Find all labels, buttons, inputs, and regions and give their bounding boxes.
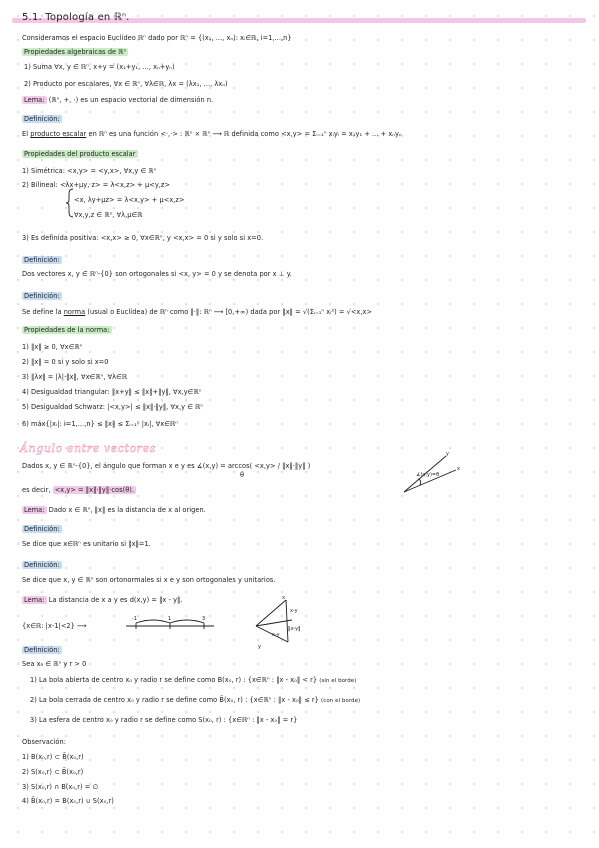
lema-text: Dado x ∈ ℝⁿ, ‖x‖ es la distancia de x al origen. <box>48 506 206 514</box>
def-text: Se define la <box>22 308 62 316</box>
ps-item: <x, λy+μz> = λ<x,y> + μ<x,z> <box>74 196 185 204</box>
obs-item: 4) B̄(x₀,r) = B(x₀,r) ∪ S(x₀,r) <box>22 797 114 805</box>
ps-item: 3) Es definida positiva: <x,x> ≥ 0, ∀x∈ℝⁿ, y <x,x> = 0 si y solo si x=0. <box>22 234 264 242</box>
distance-fig-label: ‖x-y‖ <box>288 626 301 632</box>
def-term-producto-escalar: producto escalar <box>30 130 87 138</box>
angle-fig-label: ∡(x,y)=θ <box>416 472 440 478</box>
distance-fig-label: y <box>258 644 261 650</box>
def-text: Se dice que x∈ℝⁿ es unitario si ‖x‖=1. <box>22 540 151 548</box>
angle-text: es decir, <box>22 486 51 494</box>
bilinear-brace <box>66 188 74 218</box>
norm-item: 5) Desigualdad Schwarz: |<x,y>| ≤ ‖x‖·‖y‖, ∀x,y ∈ ℝⁿ <box>22 403 204 411</box>
obs-item: 3) S(x₀,r) ∩ B(x₀,r) = ∅ <box>22 783 99 791</box>
lema-text: La distancia de x a y es d(x,y) = ‖x - y‖. <box>48 596 183 604</box>
def-label: Definición: <box>24 115 60 123</box>
distance-fig-label: x <box>282 595 285 601</box>
angle-text: Dados x, y ∈ ℝⁿ-{0}, el ángulo que forman x e y es ∡(x,y) = arccos( <x,y> / ‖x‖·‖y‖ ) <box>22 462 311 470</box>
def-text: en ℝⁿ es una función <·,·> : ℝⁿ × ℝⁿ ⟶ ℝ definida como <x,y> = Σᵢ₌₁ⁿ xᵢyᵢ = x₁y₁ + ... + xₙyₙ <box>88 130 402 138</box>
def-label: Definición: <box>24 525 60 533</box>
def-text: El <box>22 130 29 138</box>
angle-figure <box>400 452 460 496</box>
angle-heading: Ángulo entre vectores <box>20 442 157 455</box>
lema-label: Lema: <box>24 596 45 604</box>
norm-item: 6) máx{|xᵢ|: i=1,...,n} ≤ ‖x‖ ≤ Σᵢ₌₁ⁿ |xᵢ|, ∀x∈ℝⁿ <box>22 420 178 428</box>
norm-item: 2) ‖x‖ = 0 si y solo si x=0 <box>22 358 109 366</box>
alg-item: 1) Suma ∀x, y ∈ ℝⁿ, x+y = (x₁+y₁, ..., xₙ+yₙ) <box>24 63 175 71</box>
ball-note: (con el borde) <box>321 698 361 704</box>
ps-item: ∀x,y,z ∈ ℝⁿ, ∀λ,μ∈ℝ <box>74 211 143 219</box>
interval-tick: 3 <box>202 616 206 622</box>
def-text: (usual o Euclídea) de ℝⁿ como ‖·‖: ℝⁿ ⟶ [0,+∞) dada por ‖x‖ = √(Σᵢ₌₁ⁿ xᵢ²) = √<x,x> <box>87 308 373 316</box>
angle-theta: θ <box>240 471 245 479</box>
norm-item: 3) ‖λx‖ = |λ|·‖x‖, ∀x∈ℝⁿ, ∀λ∈ℝ <box>22 373 128 381</box>
interval-figure <box>124 612 216 634</box>
def-label: Definición: <box>24 256 60 264</box>
norm-item: 4) Desigualdad triangular: ‖x+y‖ ≤ ‖x‖+‖y‖, ∀x,y∈ℝⁿ <box>22 388 202 396</box>
norm-item: 1) ‖x‖ ≥ 0, ∀x∈ℝⁿ <box>22 343 83 351</box>
norm-heading: Propiedades de la norma: <box>24 326 110 334</box>
angle-formula: <x,y> = ‖x‖·‖y‖·cos(θ). <box>54 486 135 494</box>
obs-label: Observación: <box>22 738 67 746</box>
ps-item: 2) Bilineal: <λx+μy, z> = λ<x,z> + μ<y,z> <box>22 181 171 189</box>
obs-item: 1) B(x₀,r) ⊂ B̄(x₀,r) <box>22 753 84 761</box>
ball-item: 1) La bola abierta de centro x₀ y radio r se define como B(x₀, r) : {x∈ℝⁿ : ‖x - x₀‖ < r} <box>30 676 318 684</box>
def-label: Definición: <box>24 292 60 300</box>
def-text: Sea x₀ ∈ ℝⁿ y r > 0 <box>22 660 87 668</box>
def-label: Definición: <box>24 561 60 569</box>
angle-fig-x: x <box>457 466 460 472</box>
ball-item: 3) La esfera de centro x₀ y radio r se define como S(x₀, r) : {x∈ℝⁿ : ‖x - x₀‖ = r} <box>30 716 298 724</box>
alg-heading: Propiedades algebraicas de ℝⁿ <box>24 48 127 56</box>
interval-text: {x∈ℝ: |x-1|<2} ⟶ <box>22 622 87 630</box>
distance-fig-label: x-y <box>290 608 298 614</box>
page-title: 5.1. Topología en ℝⁿ. <box>22 12 130 23</box>
ps-item: 1) Simétrica: <x,y> = <y,x>, ∀x,y ∈ ℝⁿ <box>22 167 157 175</box>
def-text: Se dice que x, y ∈ ℝⁿ son ortonormales si x e y son ortogonales y unitarios. <box>22 576 276 584</box>
interval-tick: 1 <box>168 616 172 622</box>
def-term-norma: norma <box>63 308 86 316</box>
alg-item: 2) Producto por escalares, ∀x ∈ ℝⁿ, ∀λ∈ℝ, λx = (λx₁, ..., λxₙ) <box>24 80 228 88</box>
angle-fig-y: y <box>446 451 449 457</box>
distance-figure <box>252 596 302 652</box>
ball-note: (sin el borde) <box>319 678 357 684</box>
lema-label: Lema: <box>24 506 45 514</box>
lema-text: (ℝⁿ, +, ·) es un espacio vectorial de dimensión n. <box>48 96 214 104</box>
def-label: Definición: <box>24 646 60 654</box>
ps-heading: Propiedades del producto escalar <box>24 150 136 158</box>
lema-label: Lema: <box>24 96 45 104</box>
distance-fig-label: x-y <box>272 632 280 638</box>
intro-text: Consideramos el espacio Euclídeo ℝⁿ dado por ℝⁿ = {(x₁, ..., xₙ): xᵢ∈ℝ, i=1,...,n} <box>22 34 292 42</box>
interval-tick: -1 <box>132 616 137 622</box>
obs-item: 2) S(x₀,r) ⊂ B̄(x₀,r) <box>22 768 84 776</box>
def-text: Dos vectores x, y ∈ ℝⁿ-{0} son ortogonales si <x, y> = 0 y se denota por x ⊥ y. <box>22 270 292 278</box>
ball-item: 2) La bola cerrada de centro x₀ y radio r se define como B̄(x₀, r) : {x∈ℝⁿ : ‖x - x₀‖ ≤ r} <box>30 696 319 704</box>
